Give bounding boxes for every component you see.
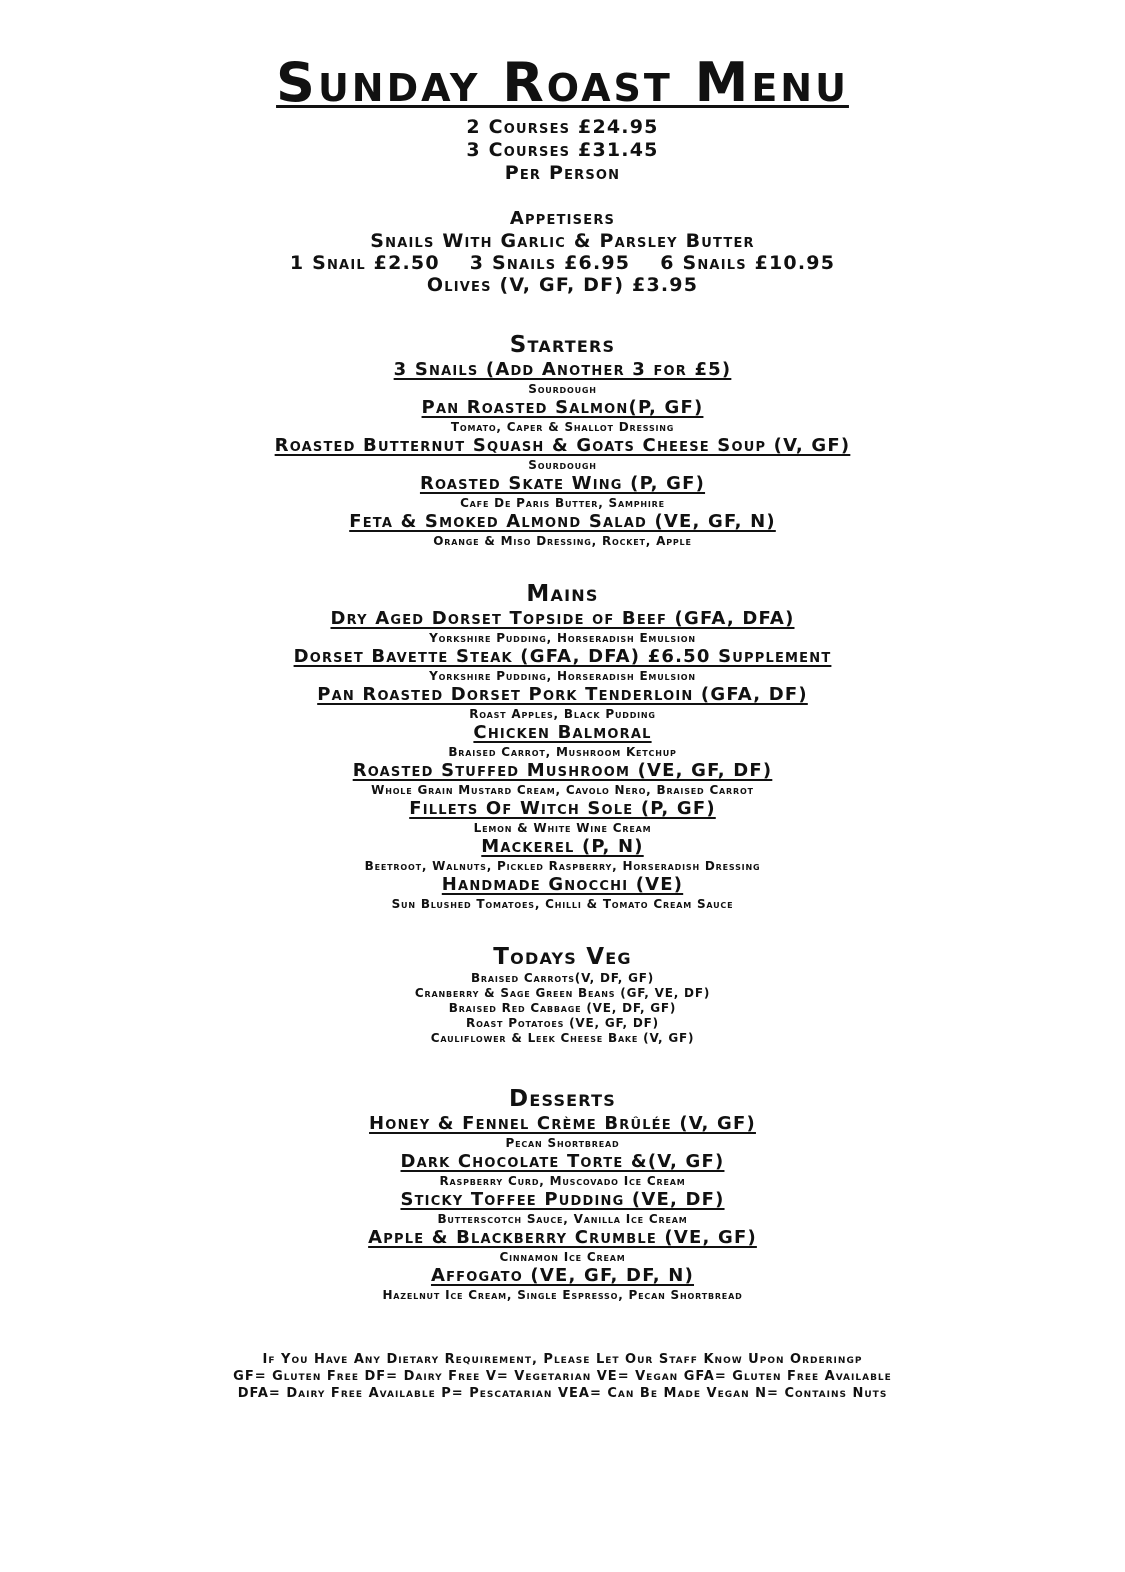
starters-section	[0, 332, 1125, 549]
main-name: Chicken Balmoral	[473, 722, 652, 743]
starter-desc: Tomato, Caper & Shallot Dressing	[450, 420, 675, 434]
dessert-desc: Hazelnut Ice Cream, Single Espresso, Pecan Shortbread	[382, 1288, 743, 1302]
main-name: Mackerel (P, N)	[481, 836, 644, 857]
main-desc: Braised Carrot, Mushroom Ketchup	[448, 745, 677, 759]
main-desc: Lemon & White Wine Cream	[473, 821, 652, 835]
dessert-name: Apple & Blackberry Crumble (VE, GF)	[368, 1227, 757, 1248]
dessert-desc: Pecan Shortbread	[505, 1136, 620, 1150]
dessert-desc: Raspberry Curd, Muscovado Ice Cream	[439, 1174, 686, 1188]
snail-price-1: 1 Snail £2.50	[289, 252, 440, 274]
main-desc: Beetroot, Walnuts, Pickled Raspberry, Horseradish Dressing	[364, 859, 761, 873]
veg-section	[0, 944, 1125, 1046]
desserts-heading: Desserts	[509, 1086, 616, 1112]
pricing-block	[0, 116, 1125, 185]
starter-name: 3 Snails (Add Another 3 for £5)	[393, 359, 732, 380]
main-desc: Yorkshire Pudding, Horseradish Emulsion	[429, 669, 696, 683]
mains-section	[0, 581, 1125, 912]
dietary-notice: If You Have Any Dietary Requirement, Please Let Our Staff Know Upon Orderingp	[262, 1352, 863, 1367]
dessert-name: Sticky Toffee Pudding (VE, DF)	[400, 1189, 725, 1210]
veg-heading: Todays Veg	[493, 944, 632, 970]
veg-list	[0, 971, 1125, 1046]
starter-desc: Cafe De Paris Butter, Samphire	[460, 496, 665, 510]
main-name: Handmade Gnocchi (VE)	[441, 874, 684, 895]
veg-item: Cranberry & Sage Green Beans (GF, VE, DF)	[414, 986, 711, 1000]
dessert-desc: Cinnamon Ice Cream	[499, 1250, 626, 1264]
main-desc: Yorkshire Pudding, Horseradish Emulsion	[429, 631, 696, 645]
dessert-desc: Butterscotch Sauce, Vanilla Ice Cream	[437, 1212, 688, 1226]
menu-title: Sunday Roast Menu	[276, 51, 849, 114]
olives-line: Olives (V, GF, DF) £3.95	[426, 274, 699, 296]
starter-name: Feta & Smoked Almond Salad (VE, GF, N)	[349, 511, 776, 532]
pricing-two-courses: 2 Courses £24.95	[466, 116, 659, 138]
starter-desc: Sourdough	[528, 458, 597, 472]
veg-item: Braised Red Cabbage (VE, DF, GF)	[448, 1001, 677, 1015]
starter-desc: Orange & Miso Dressing, Rocket, Apple	[433, 534, 692, 548]
main-name: Roasted Stuffed Mushroom (VE, GF, DF)	[352, 760, 773, 781]
dietary-key-line-1: GF= Gluten Free DF= Dairy Free V= Vegetarian VE= Vegan GFA= Gluten Free Available	[233, 1369, 892, 1384]
dessert-name: Dark Chocolate Torte &(V, GF)	[400, 1151, 725, 1172]
main-desc: Roast Apples, Black Pudding	[469, 707, 656, 721]
dietary-key-line-2: DFA= Dairy Free Available P= Pescatarian VEA= Can Be Made Vegan N= Contains Nuts	[237, 1386, 888, 1401]
snail-price-6: 6 Snails £10.95	[660, 252, 836, 274]
pricing-three-courses: 3 Courses £31.45	[466, 139, 659, 161]
dessert-name: Affogato (VE, GF, DF, N)	[430, 1265, 695, 1286]
starter-name: Roasted Butternut Squash & Goats Cheese Soup (V, GF)	[274, 435, 851, 456]
snail-price-3: 3 Snails £6.95	[469, 252, 631, 274]
starter-desc: Sourdough	[528, 382, 597, 396]
mains-heading: Mains	[526, 581, 599, 607]
main-name: Fillets Of Witch Sole (P, GF)	[409, 798, 716, 819]
dessert-name: Honey & Fennel Crème Brûlée (V, GF)	[369, 1113, 756, 1134]
starters-heading: Starters	[509, 332, 616, 358]
snails-description: Snails With Garlic & Parsley Butter	[370, 230, 755, 252]
desserts-section	[0, 1086, 1125, 1303]
snail-prices	[0, 252, 1125, 274]
starter-name: Roasted Skate Wing (P, GF)	[419, 473, 706, 494]
appetisers-section	[0, 207, 1125, 296]
veg-item: Cauliflower & Leek Cheese Bake (V, GF)	[430, 1031, 695, 1045]
main-desc: Whole Grain Mustard Cream, Cavolo Nero, Braised Carrot	[371, 783, 754, 797]
starter-name: Pan Roasted Salmon(P, GF)	[421, 397, 704, 418]
main-name: Dry Aged Dorset Topside of Beef (GFA, DFA)	[330, 608, 795, 629]
main-name: Dorset Bavette Steak (GFA, DFA) £6.50 Supplement	[293, 646, 832, 667]
pricing-per-person: Per Person	[504, 162, 621, 184]
appetisers-heading: Appetisers	[509, 208, 616, 229]
veg-item: Roast Potatoes (VE, GF, DF)	[466, 1016, 659, 1030]
veg-item: Braised Carrots(V, DF, GF)	[470, 971, 655, 985]
dietary-footer	[0, 1351, 1125, 1402]
main-desc: Sun Blushed Tomatoes, Chilli & Tomato Cream Sauce	[391, 897, 734, 911]
main-name: Pan Roasted Dorset Pork Tenderloin (GFA, DF)	[317, 684, 808, 705]
